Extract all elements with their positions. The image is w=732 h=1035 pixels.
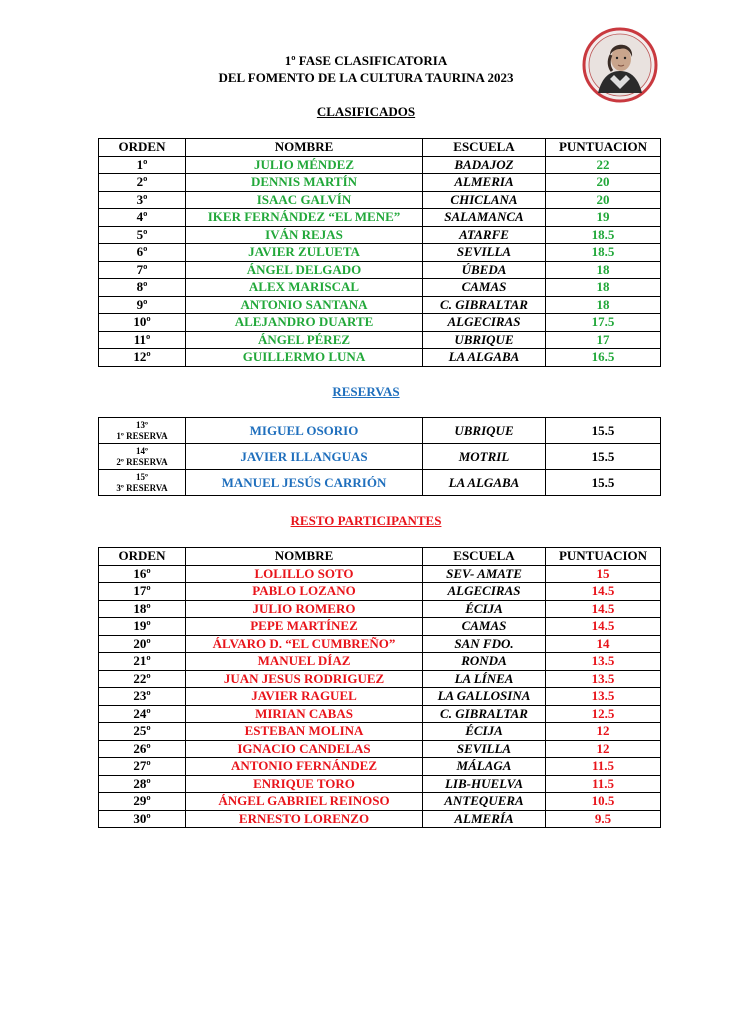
table-row [99,244,661,262]
row-score: 9.5 [546,810,661,828]
row-order: 3º [99,191,186,209]
row-school: ANTEQUERA [423,793,546,811]
row-name: MANUEL JESÚS CARRIÓN [186,470,423,496]
row-order: 29º [99,793,186,811]
row-school: ÉCIJA [423,600,546,618]
row-school: RONDA [423,653,546,671]
reserves-rows [99,418,661,496]
row-order [99,444,186,470]
row-score: 13.5 [546,670,661,688]
table-row [99,775,661,793]
row-score: 17.5 [546,314,661,332]
row-school: ÚBEDA [423,261,546,279]
row-name: ÁNGEL DELGADO [186,261,423,279]
row-school: ATARFE [423,226,546,244]
row-school: SALAMANCA [423,209,546,227]
table-row [99,296,661,314]
row-school: LIB-HUELVA [423,775,546,793]
row-name: ÁLVARO D. “EL CUMBREÑO” [186,635,423,653]
table-row [99,600,661,618]
row-score: 18.5 [546,226,661,244]
qualified-header-row [99,139,661,157]
reserves-section-title: RESERVAS [332,384,400,399]
reserve-order-number: 13º [136,419,148,430]
row-score: 12.5 [546,705,661,723]
row-school: BADAJOZ [423,156,546,174]
row-order: 11º [99,331,186,349]
row-score: 16.5 [546,349,661,367]
row-score: 20 [546,191,661,209]
table-row [99,349,661,367]
row-name: ENRIQUE TORO [186,775,423,793]
header-score: PUNTUACION [546,139,661,157]
reserves-table [98,417,661,496]
row-name: MANUEL DÍAZ [186,653,423,671]
row-order: 9º [99,296,186,314]
table-row [99,470,661,496]
row-score: 18 [546,279,661,297]
row-school: SEVILLA [423,740,546,758]
row-school: ALMERÍA [423,810,546,828]
row-score: 20 [546,174,661,192]
row-name: ESTEBAN MOLINA [186,723,423,741]
table-row [99,635,661,653]
row-order [99,470,186,496]
reserve-label: 2º RESERVA [116,456,168,467]
row-name: ÁNGEL GABRIEL REINOSO [186,793,423,811]
row-order: 28º [99,775,186,793]
row-name: GUILLERMO LUNA [186,349,423,367]
table-row [99,688,661,706]
row-order: 6º [99,244,186,262]
row-order: 2º [99,174,186,192]
row-name: LOLILLO SOTO [186,565,423,583]
row-order: 18º [99,600,186,618]
table-row [99,565,661,583]
row-school: UBRIQUE [423,418,546,444]
header-order: ORDEN [99,548,186,566]
row-order [99,418,186,444]
row-school: UBRIQUE [423,331,546,349]
table-row [99,740,661,758]
row-school: LA ALGABA [423,470,546,496]
row-order: 12º [99,349,186,367]
row-name: ÁNGEL PÉREZ [186,331,423,349]
row-score: 10.5 [546,793,661,811]
row-score: 18 [546,261,661,279]
row-school: ALGECIRAS [423,583,546,601]
row-score: 12 [546,723,661,741]
reserve-order-number: 15º [136,471,148,482]
row-school: MÁLAGA [423,758,546,776]
row-order: 16º [99,565,186,583]
row-order: 1º [99,156,186,174]
row-name: IGNACIO CANDELAS [186,740,423,758]
table-row [99,174,661,192]
header-name: NOMBRE [186,139,423,157]
row-score: 14.5 [546,600,661,618]
row-order: 17º [99,583,186,601]
row-name: JAVIER ILLANGUAS [186,444,423,470]
row-name: DENNIS MARTÍN [186,174,423,192]
row-order: 10º [99,314,186,332]
row-score: 13.5 [546,653,661,671]
row-name: ERNESTO LORENZO [186,810,423,828]
row-name: ANTONIO FERNÁNDEZ [186,758,423,776]
row-school: LA LÍNEA [423,670,546,688]
header-name: NOMBRE [186,548,423,566]
row-school: C. GIBRALTAR [423,705,546,723]
row-school: SAN FDO. [423,635,546,653]
row-order: 8º [99,279,186,297]
rest-table [98,547,661,828]
row-score: 22 [546,156,661,174]
table-row [99,793,661,811]
row-order: 23º [99,688,186,706]
row-school: ALGECIRAS [423,314,546,332]
row-score: 12 [546,740,661,758]
row-order: 5º [99,226,186,244]
row-name: IKER FERNÁNDEZ “EL MENE” [186,209,423,227]
row-score: 14.5 [546,618,661,636]
table-row [99,670,661,688]
row-name: ANTONIO SANTANA [186,296,423,314]
table-row [99,261,661,279]
row-name: PEPE MARTÍNEZ [186,618,423,636]
row-order: 19º [99,618,186,636]
table-row [99,758,661,776]
rest-rows [99,565,661,828]
row-name: IVÁN REJAS [186,226,423,244]
row-name: PABLO LOZANO [186,583,423,601]
row-school: MOTRIL [423,444,546,470]
row-school: LA GALLOSINA [423,688,546,706]
row-order: 24º [99,705,186,723]
header-line-1: 1º FASE CLASIFICATORIA [284,53,448,68]
row-score: 14 [546,635,661,653]
table-row [99,618,661,636]
qualified-table [98,138,661,367]
row-order: 22º [99,670,186,688]
header-order: ORDEN [99,139,186,157]
row-score: 17 [546,331,661,349]
row-score: 15 [546,565,661,583]
row-school: ALMERIA [423,174,546,192]
row-order: 30º [99,810,186,828]
reserve-label: 3º RESERVA [116,482,168,493]
row-school: CHICLANA [423,191,546,209]
row-name: JAVIER RAGUEL [186,688,423,706]
row-school: C. GIBRALTAR [423,296,546,314]
row-score: 15.5 [546,444,661,470]
table-row [99,191,661,209]
row-name: ISAAC GALVÍN [186,191,423,209]
table-row [99,331,661,349]
row-school: SEV- AMATE [423,565,546,583]
table-row [99,444,661,470]
row-score: 11.5 [546,758,661,776]
row-name: JUAN JESUS RODRIGUEZ [186,670,423,688]
row-order: 4º [99,209,186,227]
row-score: 14.5 [546,583,661,601]
qualified-rows [99,156,661,366]
row-name: ALEJANDRO DUARTE [186,314,423,332]
header-score: PUNTUACION [546,548,661,566]
row-school: SEVILLA [423,244,546,262]
row-school: ÉCIJA [423,723,546,741]
row-order: 7º [99,261,186,279]
row-score: 15.5 [546,470,661,496]
row-school: CAMAS [423,279,546,297]
table-row [99,226,661,244]
header-school: ESCUELA [423,548,546,566]
row-score: 18.5 [546,244,661,262]
header-line-2: DEL FOMENTO DE LA CULTURA TAURINA 2023 [218,70,514,85]
reserve-label: 1º RESERVA [116,430,168,441]
table-row [99,705,661,723]
row-name: JULIO ROMERO [186,600,423,618]
row-score: 11.5 [546,775,661,793]
table-row [99,314,661,332]
rest-section-title: RESTO PARTICIPANTES [290,513,442,528]
row-score: 19 [546,209,661,227]
row-school: CAMAS [423,618,546,636]
row-score: 13.5 [546,688,661,706]
row-school: LA ALGABA [423,349,546,367]
row-score: 15.5 [546,418,661,444]
table-row [99,583,661,601]
header-school: ESCUELA [423,139,546,157]
row-name: ALEX MARISCAL [186,279,423,297]
row-name: MIRIAN CABAS [186,705,423,723]
row-order: 21º [99,653,186,671]
row-name: JULIO MÉNDEZ [186,156,423,174]
portrait-medallion-icon [582,27,658,103]
table-row [99,723,661,741]
row-order: 27º [99,758,186,776]
rest-header-row [99,548,661,566]
row-name: MIGUEL OSORIO [186,418,423,444]
qualified-section-title: CLASIFICADOS [316,104,416,119]
table-row [99,810,661,828]
row-order: 26º [99,740,186,758]
table-row [99,209,661,227]
row-order: 25º [99,723,186,741]
row-name: JAVIER ZULUETA [186,244,423,262]
reserve-order-number: 14º [136,445,148,456]
table-row [99,279,661,297]
row-order: 20º [99,635,186,653]
row-score: 18 [546,296,661,314]
table-row [99,653,661,671]
table-row [99,156,661,174]
table-row [99,418,661,444]
